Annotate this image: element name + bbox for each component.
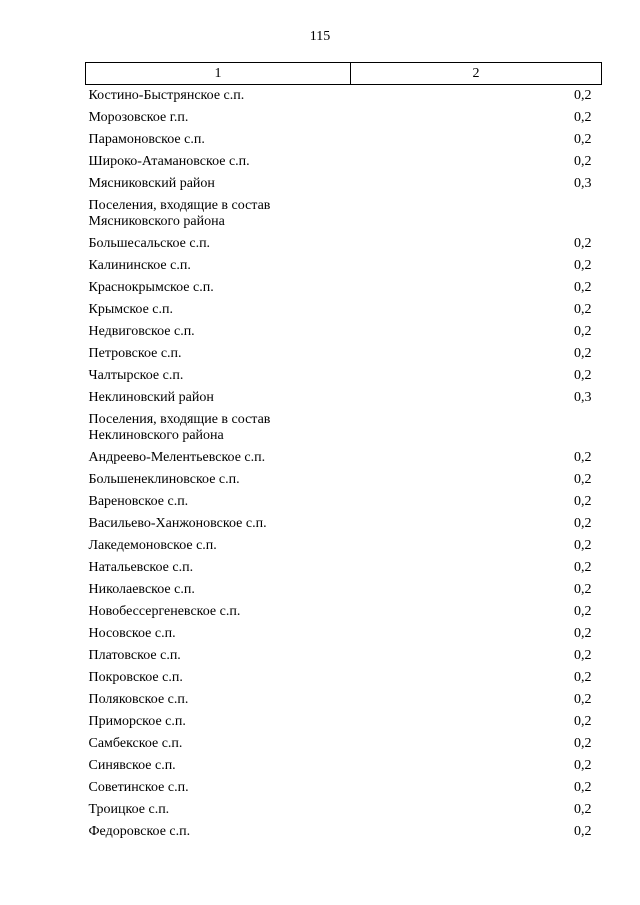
table-row bbox=[86, 799, 602, 821]
row-name: Васильево-Ханжоновское с.п. bbox=[88, 516, 267, 531]
row-value: 0,2 bbox=[574, 280, 592, 295]
row-name: Большесальское с.п. bbox=[88, 236, 211, 251]
row-value: 0,2 bbox=[574, 538, 592, 553]
row-value: 0,2 bbox=[574, 88, 592, 103]
row-name: Краснокрымское с.п. bbox=[88, 280, 214, 295]
table-row bbox=[86, 667, 602, 689]
row-value: 0,2 bbox=[574, 604, 592, 619]
table-body bbox=[86, 85, 602, 844]
row-name: Андреево-Мелентьевское с.п. bbox=[88, 450, 266, 465]
row-value: 0,2 bbox=[574, 450, 592, 465]
table-row bbox=[86, 173, 602, 195]
row-value: 0,2 bbox=[574, 154, 592, 169]
row-value: 0,2 bbox=[574, 258, 592, 273]
row-name: Большенеклиновское с.п. bbox=[88, 472, 240, 487]
row-name: Калининское с.п. bbox=[88, 258, 191, 273]
table-row bbox=[86, 277, 602, 299]
row-value: 0,2 bbox=[574, 626, 592, 641]
column-header-2: 2 bbox=[351, 63, 602, 85]
table-row bbox=[86, 623, 602, 645]
table-row bbox=[86, 129, 602, 151]
row-name: Недвиговское с.п. bbox=[88, 324, 195, 339]
row-value: 0,2 bbox=[574, 802, 592, 817]
table-row bbox=[86, 557, 602, 579]
table-row bbox=[86, 343, 602, 365]
row-value: 0,2 bbox=[574, 516, 592, 531]
row-name: Советинское с.п. bbox=[88, 780, 189, 795]
table-row bbox=[86, 579, 602, 601]
table-row bbox=[86, 107, 602, 129]
row-name: Носовское с.п. bbox=[88, 626, 176, 641]
row-name: Парамоновское с.п. bbox=[88, 132, 205, 147]
row-name: Неклиновский район bbox=[88, 390, 214, 405]
table-row bbox=[86, 365, 602, 387]
row-name: Лакедемоновское с.п. bbox=[88, 538, 217, 553]
table-row bbox=[86, 821, 602, 843]
row-value: 0,2 bbox=[574, 780, 592, 795]
row-name: Морозовское г.п. bbox=[88, 110, 189, 125]
row-name: Платовское с.п. bbox=[88, 648, 181, 663]
row-value: 0,2 bbox=[574, 736, 592, 751]
row-value: 0,2 bbox=[574, 110, 592, 125]
row-name: Мясниковский район bbox=[88, 176, 215, 191]
table-row bbox=[86, 535, 602, 557]
table-row bbox=[86, 195, 602, 233]
row-name: Крымское с.п. bbox=[88, 302, 173, 317]
data-table bbox=[85, 62, 602, 843]
row-name: Николаевское с.п. bbox=[88, 582, 195, 597]
row-value: 0,2 bbox=[574, 560, 592, 575]
table-row bbox=[86, 755, 602, 777]
table-row bbox=[86, 513, 602, 535]
row-name: Петровское с.п. bbox=[88, 346, 182, 361]
table-header bbox=[86, 63, 602, 85]
row-value: 0,2 bbox=[574, 368, 592, 383]
table-row bbox=[86, 447, 602, 469]
table-row bbox=[86, 777, 602, 799]
row-value: 0,2 bbox=[574, 346, 592, 361]
row-value bbox=[351, 409, 602, 447]
row-value: 0,2 bbox=[574, 302, 592, 317]
row-name: Покровское с.п. bbox=[88, 670, 183, 685]
table-row bbox=[86, 299, 602, 321]
table-row bbox=[86, 321, 602, 343]
row-value: 0,3 bbox=[574, 390, 592, 405]
row-value: 0,2 bbox=[574, 692, 592, 707]
row-value: 0,2 bbox=[574, 648, 592, 663]
table-row bbox=[86, 233, 602, 255]
row-name: Приморское с.п. bbox=[88, 714, 186, 729]
table-row bbox=[86, 645, 602, 667]
row-name: Новобессергеневское с.п. bbox=[88, 604, 241, 619]
row-name: Натальевское с.п. bbox=[88, 560, 194, 575]
table-row bbox=[86, 255, 602, 277]
table-row bbox=[86, 491, 602, 513]
row-value: 0,3 bbox=[574, 176, 592, 191]
table-row bbox=[86, 733, 602, 755]
row-name: Костино-Быстрянское с.п. bbox=[88, 88, 245, 103]
row-name: Федоровское с.п. bbox=[88, 824, 191, 839]
row-value: 0,2 bbox=[574, 714, 592, 729]
row-name: Троицкое с.п. bbox=[88, 802, 170, 817]
row-value: 0,2 bbox=[574, 582, 592, 597]
row-name: Самбекское с.п. bbox=[88, 736, 183, 751]
header-row bbox=[86, 63, 602, 85]
table-row bbox=[86, 387, 602, 409]
row-name: Поляковское с.п. bbox=[88, 692, 189, 707]
table-row bbox=[86, 711, 602, 733]
row-value: 0,2 bbox=[574, 472, 592, 487]
row-value: 0,2 bbox=[574, 758, 592, 773]
row-value: 0,2 bbox=[574, 132, 592, 147]
column-header-1: 1 bbox=[86, 63, 351, 85]
row-value: 0,2 bbox=[574, 670, 592, 685]
row-value: 0,2 bbox=[574, 236, 592, 251]
table-row bbox=[86, 689, 602, 711]
row-name: Синявское с.п. bbox=[88, 758, 176, 773]
row-value: 0,2 bbox=[574, 324, 592, 339]
row-name: Чалтырское с.п. bbox=[88, 368, 184, 383]
table-row bbox=[86, 601, 602, 623]
table-row bbox=[86, 151, 602, 173]
row-name: Широко-Атамановское с.п. bbox=[88, 154, 250, 169]
table-row bbox=[86, 85, 602, 108]
table-row bbox=[86, 469, 602, 491]
row-value bbox=[351, 195, 602, 233]
row-value: 0,2 bbox=[574, 824, 592, 839]
row-name: Вареновское с.п. bbox=[88, 494, 189, 509]
row-name: Поселения, входящие в состав Неклиновского района bbox=[88, 412, 271, 443]
row-name: Поселения, входящие в состав Мясниковского района bbox=[88, 198, 271, 229]
page-number: 115 bbox=[309, 29, 331, 44]
row-value: 0,2 bbox=[574, 494, 592, 509]
table-row bbox=[86, 409, 602, 447]
